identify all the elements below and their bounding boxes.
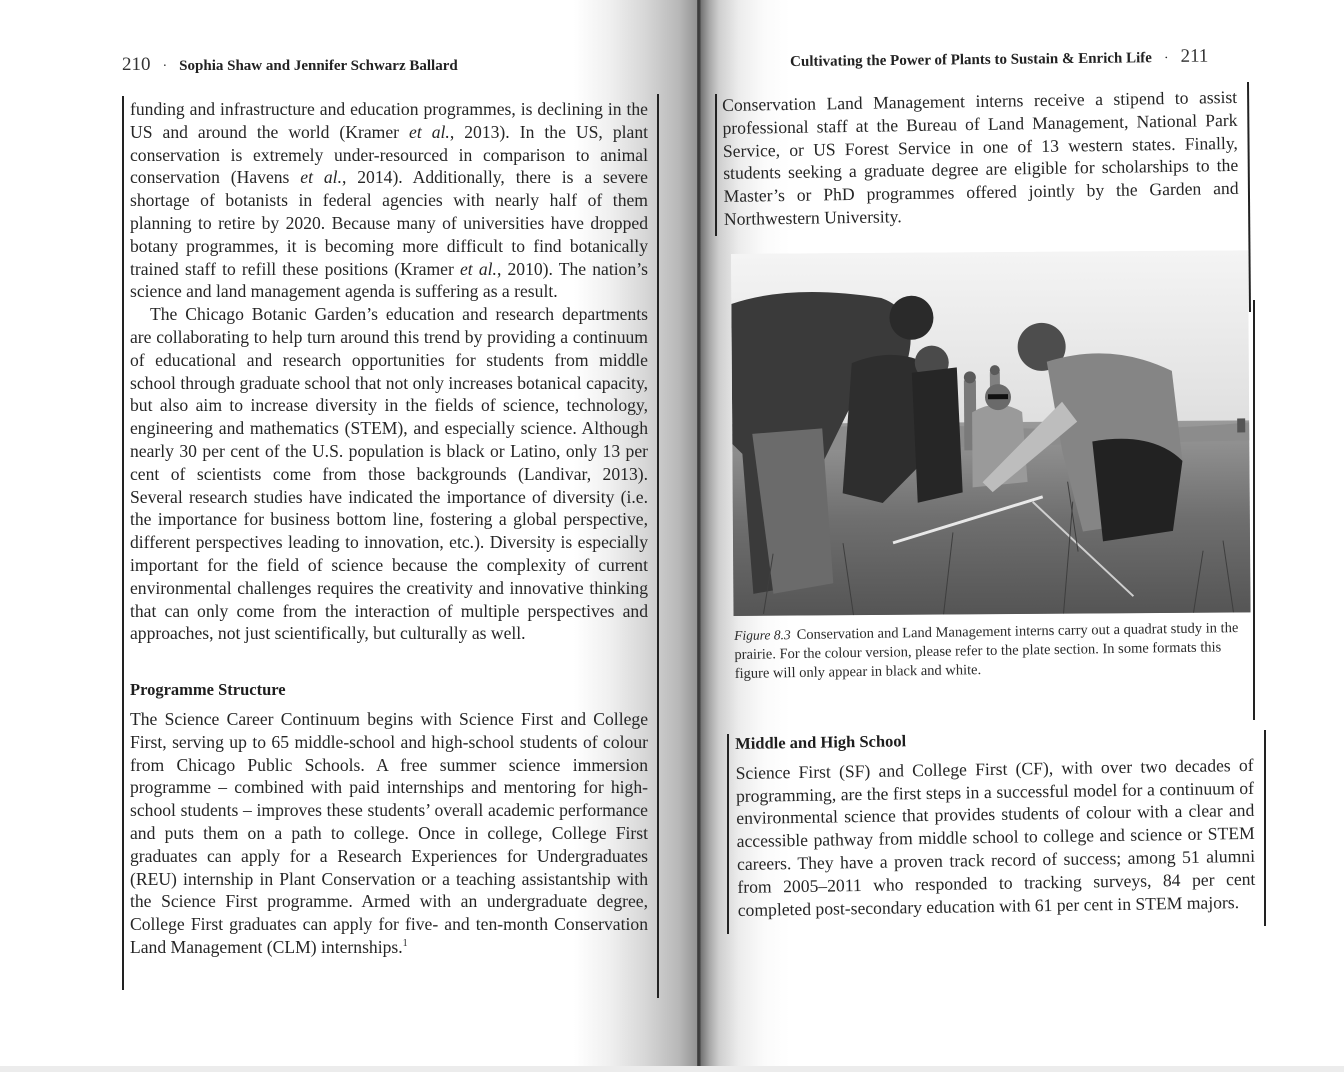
left-running-head xyxy=(122,54,458,76)
right-body-text-top xyxy=(722,86,1239,231)
right-page-number: 211 xyxy=(1180,45,1209,67)
paragraph-text: , 2013). In the US, plant conservation is extremely under-resourced in comparison to animal conservation (Havens xyxy=(130,121,648,188)
section-heading-programme-structure: Programme Structure xyxy=(130,680,286,700)
figure-label: Figure 8.3 xyxy=(734,627,791,643)
right-margin-rule-mid xyxy=(1253,300,1255,720)
left-gutter-rule xyxy=(657,94,659,998)
right-gutter-rule-top xyxy=(715,94,717,236)
italic-citation: et al. xyxy=(460,258,497,279)
footnote-marker[interactable]: 1 xyxy=(402,938,408,950)
section-heading-middle-high-school: Middle and High School xyxy=(735,731,907,753)
right-running-head xyxy=(790,46,1208,72)
separator-dot: · xyxy=(162,59,168,74)
paragraph-text: The Chicago Botanic Garden’s education and research departments are collaborating to help turn around this trend by providing a continuum of educational and research opportunities for students from middle school through graduate school that not only increases botanical capacity, but also aim to increase diversity in the fields of science, technology, engineering and mathematics (STEM), and especially science. Although nearly 30 per cent of the U.S. population is black or Latino, only 13 per cent of scientists come from those backgrounds (Landivar, 2013). Several research studies have indicated the importance of diversity (i.e. the importance for business bottom line, fostering a global perspective, different perspectives leading to innovation, etc.). Diversity is especially important for the field of science because the complexity of current environmental challenges requires the creativity and innovative thinking that can only come from the interaction of multiple perspectives and approaches, not just scientifically, but culturally as well. xyxy=(130,304,648,644)
italic-citation: et al. xyxy=(300,167,342,188)
left-running-title: Sophia Shaw and Jennifer Schwarz Ballard xyxy=(179,58,458,74)
body-paragraph xyxy=(130,303,648,645)
paragraph-text: The Science Career Continuum begins with Science First and College First, serving up to 65 middle-school and high-school students of colour from Chicago Public Schools. A free summer science immersion programme – combined with paid internships and mentoring for high-school students – improves these students’ overall academic performance and puts them on a path to college. Once in college, College First graduates can apply for a Research Experiences for Undergraduates (REU) internship in Plant Conservation or a teaching assistantship with the Science First programme. Armed with an undergraduate degree, College First graduates can apply for five- and ten-month Conservation Land Management (CLM) internships. xyxy=(130,708,648,957)
figure-caption xyxy=(734,618,1251,684)
paragraph-text: , 2010). The nation’s science and land management agenda is suffering as a result. xyxy=(130,258,648,302)
figure-caption-text: Conservation and Land Management interns carry out a quadrat study in the prairie. For the colour version, please refer to the plate section. In some formats this figure will only appear in black and white. xyxy=(734,620,1239,682)
paragraph-text: , 2014). Additionally, there is a severe shortage of botanists in federal agencies with nearly half of them planning to retire by 2020. Because many of universities have dropped botany programmes, it is becoming more difficult to find botanically trained staff to refill these positions (Kramer xyxy=(130,167,648,279)
figure-photo xyxy=(731,250,1251,616)
left-body-text xyxy=(130,98,648,959)
scan-bottom-edge xyxy=(0,1066,1344,1072)
right-gutter-rule-bottom xyxy=(727,734,729,934)
paragraph-text: funding and infrastructure and education programmes, is declining in the US and around the world (Kramer xyxy=(130,99,648,142)
body-paragraph xyxy=(130,708,648,959)
right-body-text-bottom xyxy=(735,725,1256,921)
body-paragraph: Science First (SF) and College First (CF), with over two decades of programming, are the first steps in a successful model for a continuum of environmental science that provides students of colour with a clear and accessible pathway from middle school to college and science or STEM careers. They have a proven track record of success; among 51 alumni from 2005–2011 who responded to tracking surveys, 84 per cent completed post-secondary education with 61 per cent in STEM majors. xyxy=(735,754,1256,920)
left-margin-rule xyxy=(122,96,124,990)
separator-dot: · xyxy=(1163,51,1169,67)
right-running-title: Cultivating the Power of Plants to Sustain & Enrich Life xyxy=(790,50,1153,70)
book-gutter xyxy=(697,0,701,1066)
right-margin-rule-bottom xyxy=(1264,730,1266,926)
body-paragraph: Conservation Land Management interns receive a stipend to assist professional staff at the Bureau of Land Management, National Park Service, or US Forest Service in one of 13 western states. Finally, students seeking a graduate degree are eligible for scholarships to the Master’s or PhD programmes offered jointly by the Garden and Northwestern University. xyxy=(722,86,1239,229)
body-paragraph xyxy=(130,98,648,303)
left-page-number: 210 xyxy=(122,54,151,75)
italic-citation: et al. xyxy=(409,121,450,142)
prairie-photo-illustration xyxy=(731,250,1251,616)
